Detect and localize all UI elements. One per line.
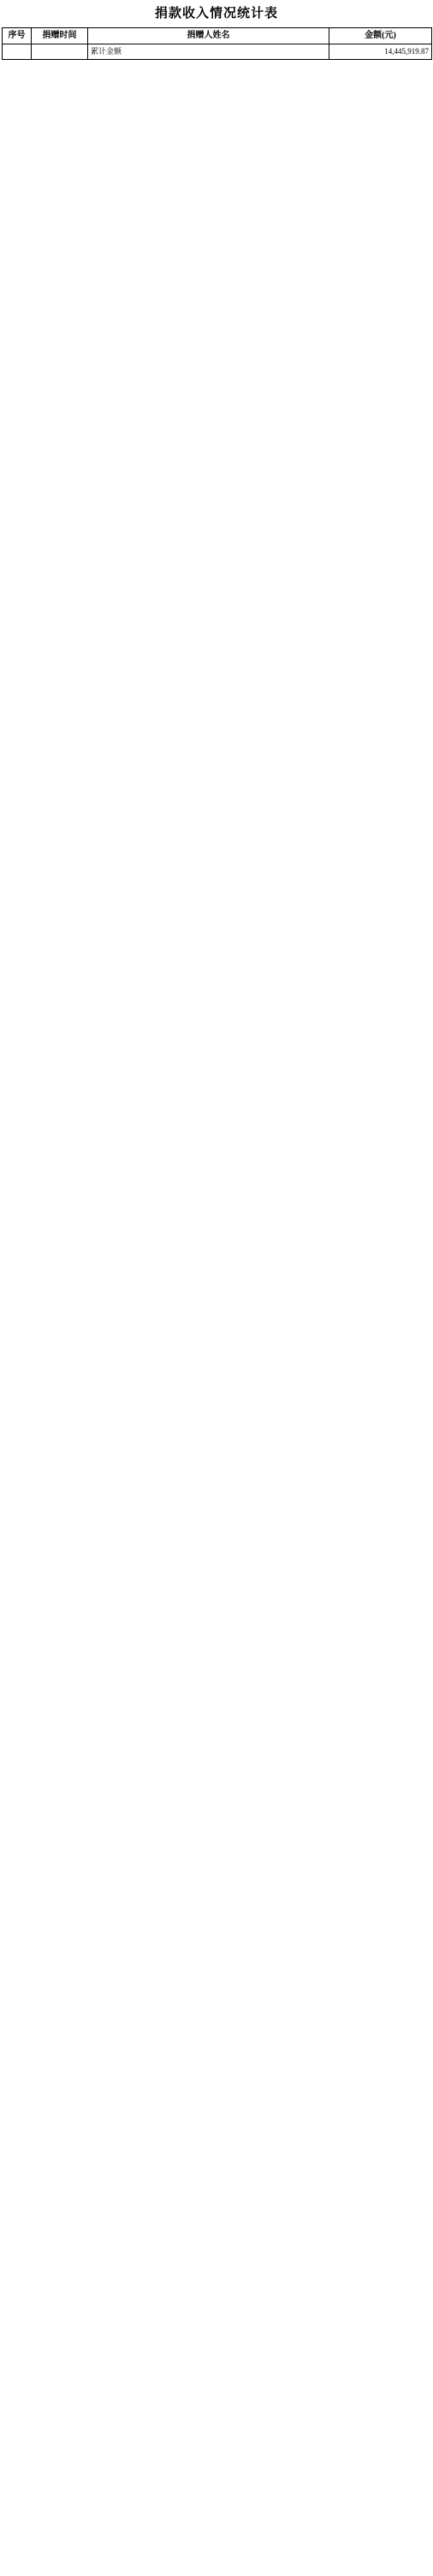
table-header-row <box>3 28 432 44</box>
header-date: 捐赠时间 <box>32 28 88 44</box>
donation-table <box>2 27 432 60</box>
total-label: 累计金额 <box>88 44 329 60</box>
total-row <box>3 44 432 60</box>
table-body <box>3 44 432 60</box>
page-title: 捐款收入情况统计表 <box>154 7 278 21</box>
header-name: 捐赠人姓名 <box>88 28 329 44</box>
header-amount: 金额(元) <box>329 28 432 44</box>
total-amount: 14,445,919.87 <box>329 44 432 60</box>
header-no: 序号 <box>3 28 32 44</box>
